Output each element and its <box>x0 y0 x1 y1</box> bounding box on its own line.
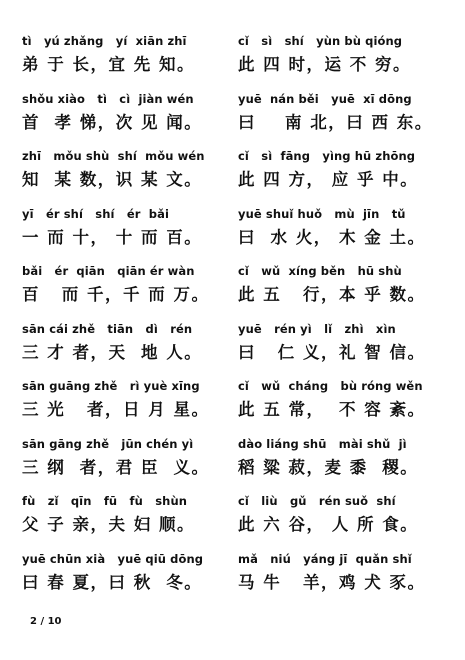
pinyin-line: shǒu xiào tì cì jiàn wén <box>22 91 194 106</box>
hanzi-line: 三 才 者，天 地 人。 <box>22 342 203 362</box>
pinyin-line: yuē rén yì lǐ zhì xìn <box>238 321 396 336</box>
hanzi-line: 曰 春 夏，曰 秋 冬。 <box>22 572 203 592</box>
pinyin-line: dào liáng shū mài shǔ jì <box>238 436 407 451</box>
pinyin-line: sān cái zhě tiān dì rén <box>22 321 193 336</box>
hanzi-line: 曰 仁 义，礼 智 信。 <box>238 342 426 362</box>
verse-block <box>238 490 453 548</box>
verse-block <box>22 375 227 433</box>
hanzi-line: 此 五 常， 不 容 紊。 <box>238 400 426 419</box>
hanzi-line: 弟 于 长，宜 先 知。 <box>22 55 195 74</box>
pinyin-line: sān gāng zhě jūn chén yì <box>22 436 194 451</box>
hanzi-line: 此 四 时，运 不 穷。 <box>238 55 411 74</box>
pinyin-line: yuē chūn xià yuē qiū dōng <box>22 551 204 566</box>
hanzi-line: 百 而 千，千 而 万。 <box>22 285 210 304</box>
pinyin-line: cǐ wǔ cháng bù róng wěn <box>238 379 423 393</box>
left-column <box>22 30 227 605</box>
verse-block <box>238 548 453 606</box>
pinyin-line: cǐ sì shí yùn bù qióng <box>238 34 403 48</box>
verse-block <box>22 145 227 203</box>
pinyin-line: cǐ sì fāng yìng hū zhōng <box>238 149 416 163</box>
hanzi-line: 马 牛 羊，鸡 犬 豕。 <box>238 572 426 592</box>
pinyin-line: cǐ wǔ xíng běn hū shù <box>238 264 402 278</box>
verse-block <box>238 260 453 318</box>
verse-block <box>238 375 453 433</box>
verse-block <box>22 548 227 606</box>
pinyin-line: yī ér shí shí ér bǎi <box>22 206 170 221</box>
verse-block <box>22 88 227 146</box>
hanzi-line: 父 子 亲，夫 妇 顺。 <box>22 515 195 534</box>
verse-block <box>22 433 227 491</box>
hanzi-line: 此 六 谷， 人 所 食。 <box>238 515 419 534</box>
pinyin-line: bǎi ér qiān qiān ér wàn <box>22 264 195 278</box>
verse-block <box>22 490 227 548</box>
verse-block <box>238 318 453 376</box>
hanzi-line: 曰 水 火， 木 金 土。 <box>238 227 426 247</box>
pinyin-line: fù zǐ qīn fū fù shùn <box>22 494 188 508</box>
hanzi-line: 知 某 数，识 某 文。 <box>22 170 203 189</box>
pinyin-line: cǐ liù gǔ rén suǒ shí <box>238 494 396 508</box>
hanzi-line: 稻 粱 菽，麦 黍 稷。 <box>238 457 419 477</box>
right-column <box>238 30 453 605</box>
verse-block <box>238 30 453 88</box>
pinyin-line: yuē shuǐ huǒ mù jīn tǔ <box>238 206 406 221</box>
hanzi-line: 三 纲 者，君 臣 义。 <box>22 457 210 477</box>
pinyin-line: tì yú zhǎng yí xiān zhī <box>22 34 187 48</box>
pinyin-line: yuē nán běi yuē xī dōng <box>238 91 412 106</box>
verse-block <box>238 433 453 491</box>
hanzi-line: 三 光 者，日 月 星。 <box>22 400 210 419</box>
hanzi-line: 曰 南 北，曰 西 东。 <box>238 112 433 132</box>
pinyin-line: sān guāng zhě rì yuè xīng <box>22 379 200 393</box>
verse-block <box>238 145 453 203</box>
verse-block <box>22 318 227 376</box>
hanzi-line: 一 而 十， 十 而 百。 <box>22 227 203 247</box>
pinyin-line: mǎ niú yáng jī quǎn shǐ <box>238 551 412 566</box>
hanzi-line: 首 孝 悌，次 见 闻。 <box>22 112 203 132</box>
verse-block <box>238 203 453 261</box>
verse-block <box>22 30 227 88</box>
verse-block <box>22 260 227 318</box>
hanzi-line: 此 四 方， 应 乎 中。 <box>238 170 419 189</box>
hanzi-line: 此 五 行，本 乎 数。 <box>238 285 426 304</box>
verse-block <box>22 203 227 261</box>
pinyin-line: zhī mǒu shù shí mǒu wén <box>22 149 205 163</box>
verse-block <box>238 88 453 146</box>
page-number: 2 / 10 <box>30 616 62 627</box>
